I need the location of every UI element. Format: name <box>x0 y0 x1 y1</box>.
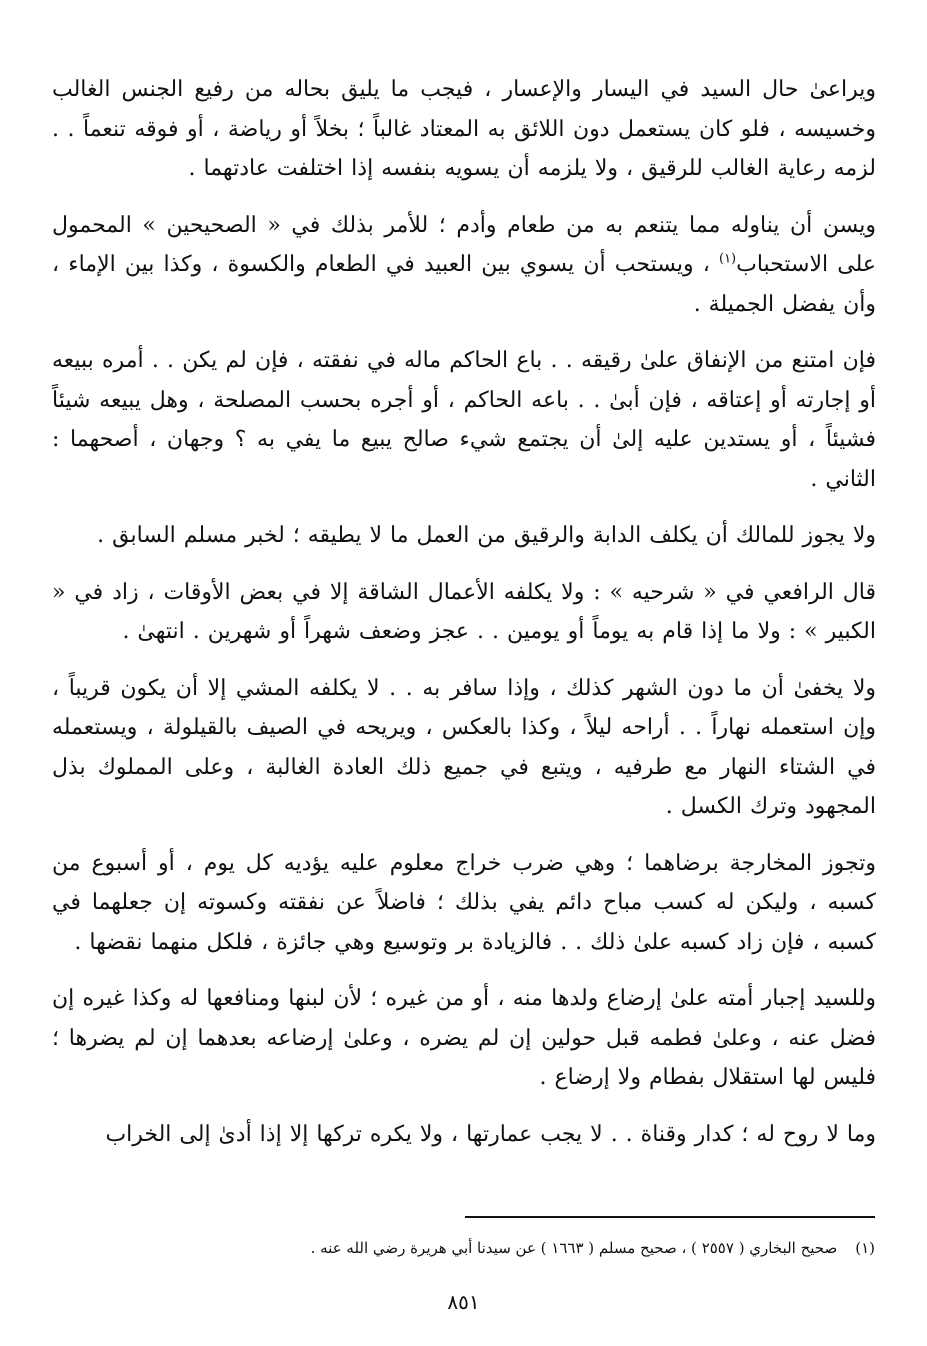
paragraph-2-text-a: ويسن أن يناوله مما يتنعم به من طعام وأدم ؛ للأمر بذلك في « الصحيحين » المحمول على الاستحباب <box>52 212 876 277</box>
paragraph-9: وما لا روح له ؛ كدار وقناة . . لا يجب عمارتها ، ولا يكره تركها إلا إذا أدىٰ إلى الخراب <box>105 1121 876 1147</box>
paragraph-1: ويراعىٰ حال السيد في اليسار والإعسار ، فيجب ما يليق بحاله من رفيع الجنس الغالب وخسيسه ، فلو كان يستعمل دون اللائق به المعتاد غالباً ؛ بخلاً أو رياضة ، أو فوقه تنعماً . . لزمه رعاية الغالب للرقيق ، ولا يلزمه أن يسويه بنفسه إذا اختلفت عادتهما . <box>52 77 876 181</box>
paragraph-6: ولا يخفىٰ أن ما دون الشهر كذلك ، وإذا سافر به . . لا يكلفه المشي إلا أن يكون قريباً ، وإن استعمله نهاراً . . أراحه ليلاً ، وكذا بالعكس ، ويريحه في الصيف بالقيلولة ، ويستعمله في الشتاء النهار مع طرفيه ، ويتبع في جميع ذلك العادة الغالبة ، وعلى المملوك بذل المجهود وترك الكسل . <box>52 675 876 819</box>
page-number: ٨٥١ <box>447 1290 480 1314</box>
paragraph-7: وتجوز المخارجة برضاهما ؛ وهي ضرب خراج معلوم عليه يؤديه كل يوم ، أو أسبوع من كسبه ، وليكن له كسب مباح دائم يفي بذلك ؛ فاضلاً عن نفقته وكسوته إن جعلهما في كسبه ، فإن زاد كسبه علىٰ ذلك . . فالزيادة بر وتوسيع وهي جائزة ، فلكل منهما نقضها . <box>52 850 876 955</box>
footnote-text: صحيح البخاري ( ٢٥٥٧ ) ، صحيح مسلم ( ١٦٦٣ ) عن سيدنا أبي هريرة رضي الله عنه . <box>310 1239 838 1257</box>
footnote <box>51 1236 875 1260</box>
paragraph-3: فإن امتنع من الإنفاق علىٰ رقيقه . . باع الحاكم ماله في نفقته ، فإن لم يكن . . أمره ببيعه أو إجارته أو إعتاقه ، فإن أبىٰ . . باعه الحاكم ، أو أجره بحسب المصلحة ، وهل يبيعه شيئاً فشيئاً ، أو يستدين عليه إلىٰ أن يجتمع شيء صالح يبيع ما يفي به ؟ وجهان ، أصحهما : الثاني . <box>52 348 876 492</box>
paragraph-5: قال الرافعي في « شرحيه » : ولا يكلفه الأعمال الشاقة إلا في بعض الأوقات ، زاد في « الكبير » : ولا ما إذا قام به يوماً أو يومين . . عجز وضعف شهراً أو شهرين . انتهىٰ . <box>52 579 876 644</box>
footnote-divider <box>465 1216 875 1218</box>
paragraph-4: ولا يجوز للمالك أن يكلف الدابة والرقيق من العمل ما لا يطيقه ؛ لخبر مسلم السابق . <box>97 523 876 548</box>
page-body <box>52 70 876 1171</box>
footnote-number: (١) <box>855 1239 875 1257</box>
paragraph-8: وللسيد إجبار أمته علىٰ إرضاع ولدها منه ، أو من غيره ؛ لأن لبنها ومنافعها له وكذا غيره إن فضل عنه ، وعلىٰ فطمه قبل حولين إن لم يضره ، وعلىٰ إرضاعه بعدهما إن لم يضرها ؛ فليس لها استقلال بفطام ولا إرضاع . <box>52 986 876 1090</box>
paragraph-2-text-b: ، ويستحب أن يسوي بين العبيد في الطعام والكسوة ، وكذا بين الإماء ، وأن يفضل الجميلة . <box>52 252 876 317</box>
paragraph-2 <box>52 206 876 325</box>
footnote-reference: (١) <box>718 251 737 267</box>
